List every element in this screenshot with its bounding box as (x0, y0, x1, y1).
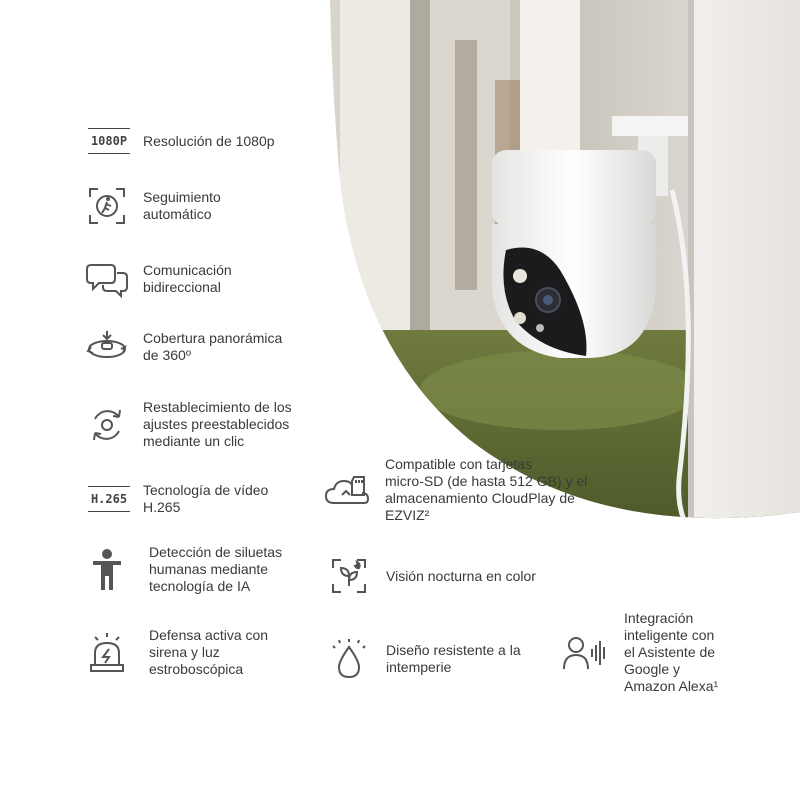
feature-panoramic (84, 324, 282, 370)
auto-tracking-icon (84, 183, 130, 229)
feature-siren-strobe (84, 627, 268, 678)
one-click-reset-icon (84, 402, 130, 448)
cloud-sd-icon (324, 467, 370, 513)
feature-human-detection (84, 544, 282, 595)
human-detection-icon (84, 547, 130, 593)
feature-cloud-sd (324, 456, 587, 524)
feature-h265 (86, 476, 268, 522)
feature-siren-strobe-label: Defensa activa con sirena y luz estroboscópica (149, 627, 269, 677)
feature-voice-assistant (562, 610, 718, 695)
feature-auto-tracking (84, 183, 221, 229)
h265-badge-icon: H.265 (86, 476, 132, 522)
feature-two-way-talk-label: Comunicación bidireccional (143, 262, 232, 295)
weatherproof-icon (326, 636, 372, 682)
feature-two-way-talk (84, 256, 232, 302)
feature-weatherproof (326, 636, 521, 682)
feature-cloud-sd-label: Compatible con tarjetas micro-SD (de hasta 512 GB) y el almacenamiento CloudPlay de EZVIZ² (385, 456, 588, 523)
resolution-badge-icon: 1080P (86, 118, 132, 164)
voice-assistant-icon (562, 630, 608, 676)
two-way-talk-icon (84, 256, 130, 302)
feature-color-night-vision (326, 553, 536, 599)
feature-one-click-reset (84, 399, 292, 450)
feature-color-night-vision-label: Visión nocturna en color (386, 567, 536, 584)
feature-one-click-reset-label: Restablecimiento de los ajustes preestablecidos mediante un clic (143, 399, 292, 449)
color-night-vision-icon (326, 553, 372, 599)
feature-human-detection-label: Detección de siluetas humanas mediante tecnología de IA (149, 544, 283, 594)
panoramic-360-icon (84, 324, 130, 370)
feature-voice-assistant-label: Integración inteligente con el Asistente de Google y Amazon Alexa¹ (624, 610, 719, 694)
feature-resolution (86, 118, 275, 164)
siren-strobe-icon (84, 630, 130, 676)
feature-panoramic-label: Cobertura panorámica de 360º (143, 330, 283, 363)
feature-weatherproof-label: Diseño resistente a la intemperie (386, 642, 521, 675)
feature-resolution-label: Resolución de 1080p (143, 132, 275, 149)
feature-h265-label: Tecnología de vídeo H.265 (143, 482, 269, 515)
feature-auto-tracking-label: Seguimiento automático (143, 189, 221, 222)
